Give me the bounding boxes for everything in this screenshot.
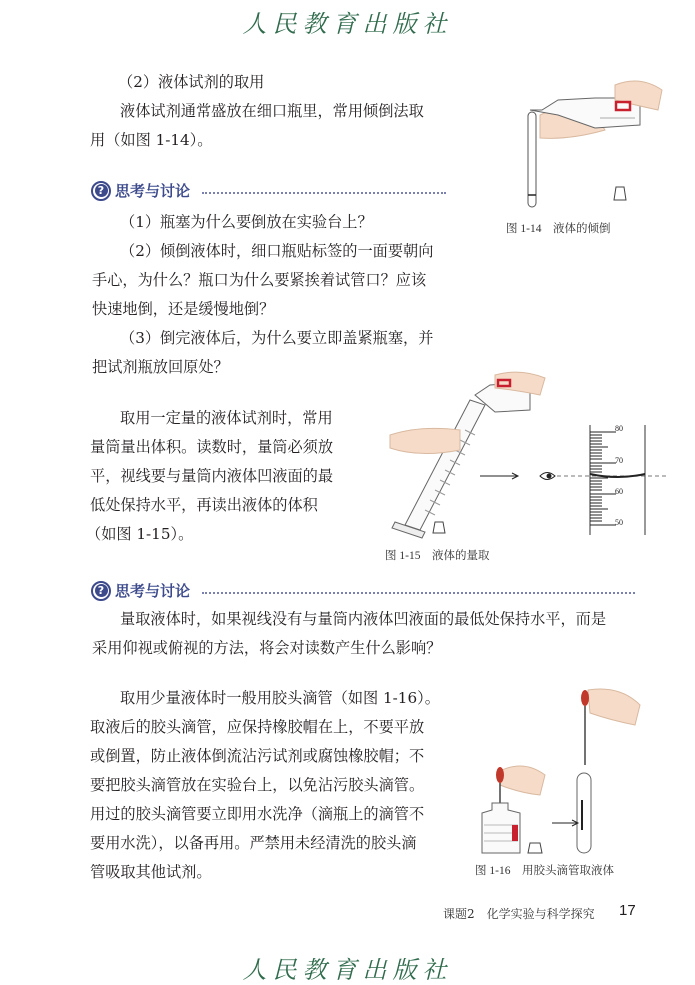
measuring-line-2: 量筒量出体积。读数时，量筒必须放 xyxy=(90,438,333,456)
discussion-header-2 xyxy=(91,580,635,601)
figure-dropper-illustration xyxy=(470,685,670,855)
dropper-line-5: 用过的胶头滴管要立即用水洗净（滴瓶上的滴管不 xyxy=(90,805,425,823)
discussion-title: 思考与讨论 xyxy=(115,182,191,200)
dropper-line-1: 取用少量液体时一般用胶头滴管（如图 1-16）。 xyxy=(120,689,440,707)
dotted-divider xyxy=(202,192,446,194)
section-subheading: （2）液体试剂的取用 xyxy=(118,73,265,91)
discussion-header xyxy=(91,180,446,201)
measuring-line-3: 平，视线要与量筒内液体凹液面的最 xyxy=(90,467,333,485)
discussion-title-2: 思考与讨论 xyxy=(115,582,191,600)
scale-label-70: 70 xyxy=(615,456,623,465)
discussion-question-2: （2）倾倒液体时，细口瓶贴标签的一面要朝向 xyxy=(120,242,434,260)
discussion2-line-1: 量取液体时，如果视线没有与量筒内液体凹液面的最低处保持水平，而是 xyxy=(120,610,606,628)
dropper-line-7: 管吸取其他试剂。 xyxy=(90,863,212,881)
dropper-line-6: 要用水洗），以备再用。严禁用未经清洗的胶头滴 xyxy=(90,834,417,852)
intro-line-1: 液体试剂通常盛放在细口瓶里，常用倾倒法取 xyxy=(120,102,424,120)
scale-label-50: 50 xyxy=(615,518,623,527)
page-number: 17 xyxy=(619,902,636,919)
dropper-line-2: 取液后的胶头滴管，应保持橡胶帽在上，不要平放 xyxy=(90,718,425,736)
measuring-line-1: 取用一定量的液体试剂时，常用 xyxy=(120,409,333,427)
scale-label-80: 80 xyxy=(615,424,623,433)
dotted-divider xyxy=(202,592,635,594)
figure-1-16-caption: 图 1-16 用胶头滴管取液体 xyxy=(475,865,614,877)
dropper-line-4: 要把胶头滴管放在实验台上，以免沾污胶头滴管。 xyxy=(90,776,425,794)
discussion-question-2-cont: 快速地倒，还是缓慢地倒？ xyxy=(92,300,275,318)
figure-1-14-caption: 图 1-14 液体的倾倒 xyxy=(506,223,611,235)
publisher-logo: 人民教育出版社 xyxy=(242,10,453,38)
chapter-footer: 课题2 化学实验与科学探究 xyxy=(443,907,595,921)
intro-line-2: 用（如图 1-14）。 xyxy=(90,131,213,149)
figure-measuring-cylinder-illustration xyxy=(380,370,680,540)
discussion-question-3-cont: 把试剂瓶放回原处？ xyxy=(92,358,229,376)
figure-1-15-caption: 图 1-15 液体的量取 xyxy=(385,550,490,562)
figure-pouring-illustration xyxy=(500,70,670,210)
measuring-line-4: 低处保持水平，再读出液体的体积 xyxy=(90,496,318,514)
discussion2-line-2: 采用仰视或俯视的方法，将会对读数产生什么影响？ xyxy=(92,639,442,657)
question-icon: ? xyxy=(91,181,111,201)
question-icon: ? xyxy=(91,581,111,601)
scale-label-60: 60 xyxy=(615,487,623,496)
discussion-question-1: （1）瓶塞为什么要倒放在实验台上？ xyxy=(120,213,373,231)
discussion-question-2-cont: 手心，为什么？瓶口为什么要紧挨着试管口？应该 xyxy=(92,271,427,289)
footer-publisher-logo: 人民教育出版社 xyxy=(242,956,453,984)
measuring-line-5: （如图 1-15）。 xyxy=(86,525,194,543)
discussion-question-3: （3）倒完液体后，为什么要立即盖紧瓶塞，并 xyxy=(120,329,434,347)
dropper-line-3: 或倒置，防止液体倒流沾污试剂或腐蚀橡胶帽；不 xyxy=(90,747,425,765)
